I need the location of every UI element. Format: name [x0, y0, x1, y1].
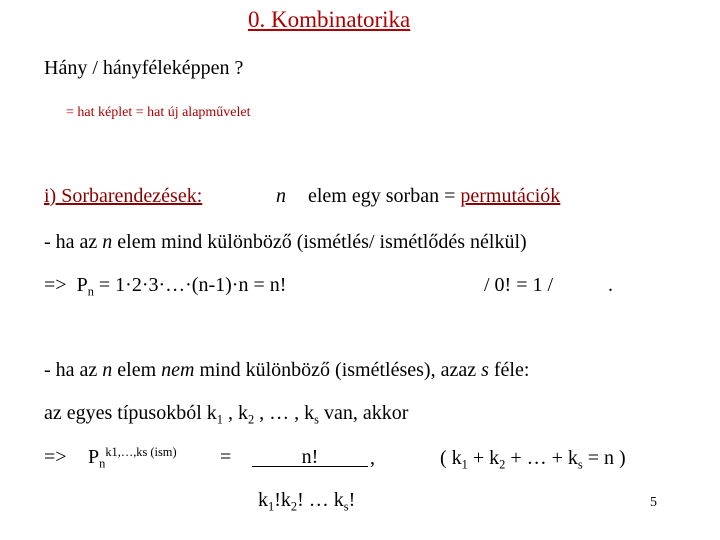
k1: k [206, 402, 217, 424]
sum-sub1: 1 [461, 457, 468, 472]
formula2-p-subscript: n [99, 456, 106, 471]
case-repeated [44, 360, 529, 380]
den-k1: k [258, 489, 268, 511]
case-repeated-nem: nem [161, 359, 195, 381]
sum-sub2: 2 [499, 457, 506, 472]
types-end: van, akkor [318, 402, 409, 424]
ks-subscript: s [314, 412, 319, 427]
types-sep2: , … , [254, 402, 305, 424]
page-number: 5 [650, 495, 657, 510]
sum-close: = n ) [582, 447, 626, 469]
formula2-p-superscript: k1,…,ks (ism) [105, 445, 177, 460]
section-text: elem egy sorban = [308, 185, 461, 207]
k1-subscript: 1 [216, 412, 223, 427]
case-repeated-s: s [481, 359, 489, 381]
case-repeated-mid: elem [112, 359, 162, 381]
sum-plus2: + … + k [505, 447, 578, 469]
formula2-p: P [88, 446, 100, 468]
fraction-line [252, 466, 368, 467]
permutation-term: permutációk [460, 185, 561, 207]
implies-arrow-2: => [44, 446, 67, 468]
case-repeated-prefix: - ha az [44, 359, 103, 381]
sum-sub3: s [577, 457, 583, 472]
slide-title: 0. Kombinatorika [248, 7, 411, 32]
zero-factorial-note: / 0! = 1 / [484, 274, 554, 296]
formula-expression: = 1·2·3·…·(n-1)·n = n! [93, 274, 287, 296]
formula-p: P [76, 274, 88, 296]
case-repeated-end: féle: [488, 359, 530, 381]
den-k1-sub: 1 [268, 499, 275, 514]
den-k2-sub: 2 [290, 499, 298, 514]
section-definition [308, 186, 560, 206]
sum-condition [440, 447, 626, 472]
case-repeated-n: n [102, 359, 113, 381]
ks: k [304, 402, 315, 424]
case-distinct-n: n [102, 231, 113, 253]
formula2-equals: = [220, 446, 232, 468]
fraction-numerator: n! [301, 446, 319, 468]
k2: k [237, 402, 248, 424]
formula-dot: . [608, 274, 613, 296]
fraction-denominator [258, 489, 356, 514]
case-distinct [44, 232, 527, 252]
types-line [44, 402, 409, 427]
formula-permutation [44, 274, 287, 299]
formula-repeated-p [88, 445, 177, 471]
case-distinct-suffix: elem mind különböző (ismétlés/ ismétlődés nélkül) [112, 231, 527, 253]
den-k2: !k [274, 489, 291, 511]
section-heading: i) Sorbarendezések: [44, 185, 203, 207]
den-ks: ! … k [297, 489, 344, 511]
den-ks-sub: s [343, 499, 349, 514]
types-text: az egyes típusokból [44, 402, 207, 424]
sum-open: ( k [440, 447, 462, 469]
types-sep1: , [222, 402, 238, 424]
den-end: ! [348, 489, 356, 511]
section-variable-n: n [276, 185, 286, 207]
implies-arrow: => [44, 274, 67, 296]
formula2-comma: , [370, 447, 375, 469]
subtitle-note: = hat képlet = hat új alapművelet [66, 105, 251, 120]
case-repeated-suffix: mind különböző (ismétléses), azaz [194, 359, 482, 381]
k2-subscript: 2 [247, 412, 255, 427]
formula-p-subscript: n [87, 284, 94, 299]
case-distinct-prefix: - ha az [44, 231, 103, 253]
question-line: Hány / hányféleképpen ? [44, 57, 244, 79]
sum-plus1: + k [467, 447, 500, 469]
